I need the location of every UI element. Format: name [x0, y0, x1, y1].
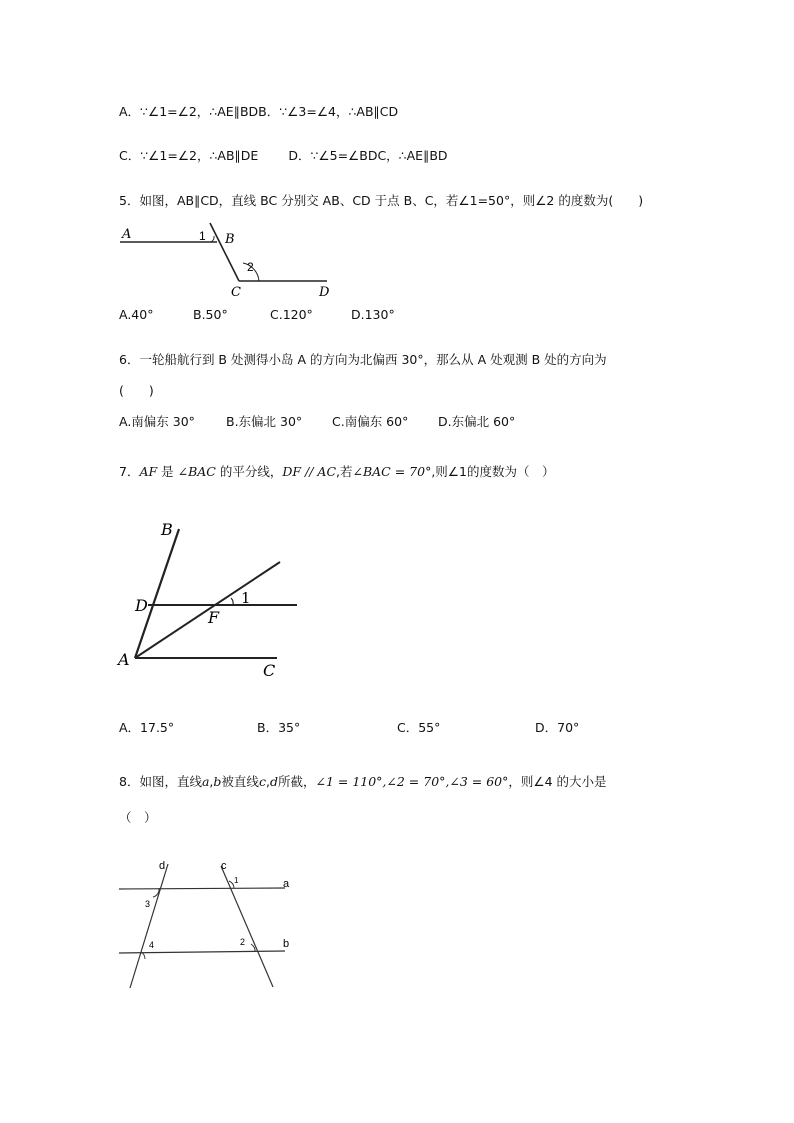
q8-angles: ∠1 = 110°,∠2 = 70°,∠3 = 60°: [315, 774, 509, 789]
q7-math-af: AF: [139, 464, 158, 479]
q8-text-3: 所截，: [277, 774, 316, 789]
q8-text-1: 8．如图，直线: [119, 774, 202, 789]
q5-option-d: D.130°: [351, 307, 395, 322]
q6-option-a: A.南偏东 30°: [119, 414, 195, 429]
q8-var-a: a: [201, 774, 210, 789]
q7-label-f: F: [208, 608, 220, 627]
q7-label-d: D: [135, 596, 148, 615]
q8-label-b: b: [283, 938, 290, 950]
q4-option-d: D．∵∠5=∠BDC，∴AE∥BD: [288, 148, 448, 163]
q7-math-parallel: DF // AC: [282, 464, 337, 479]
q4-row1: [119, 104, 398, 120]
q7-math-angle: ∠BAC: [177, 464, 216, 479]
q8-blank: （ ）: [119, 810, 157, 825]
q7-option-c: C．55°: [397, 720, 441, 735]
q8-label-a: a: [283, 878, 290, 890]
q8-text-2: 被直线: [221, 774, 259, 789]
q7-text-3: ,若: [336, 464, 353, 479]
q6-option-b: B.东偏北 30°: [226, 414, 303, 429]
q7-stem: [119, 464, 554, 480]
q8-var-c: c: [258, 774, 266, 789]
q5-angle-2: 2: [247, 260, 254, 274]
q7-angle-1: 1: [241, 589, 251, 607]
q6-option-d: D.东偏北 60°: [438, 414, 516, 429]
q5-option-a: A.40°: [119, 307, 154, 322]
q8-stem: [119, 774, 607, 790]
q7-text-4: ,则∠1的度数为（ ）: [431, 464, 555, 479]
q7-text-2: 的平分线，: [215, 464, 283, 479]
q5-option-b: B.50°: [193, 307, 228, 322]
q7-option-b: B．35°: [257, 720, 301, 735]
q8-comma-2: ,: [265, 774, 270, 789]
q7-label-b: B: [161, 520, 173, 539]
q8-var-d: d: [269, 774, 278, 789]
q8-label-d: d: [159, 860, 166, 872]
q5-label-c: C: [231, 285, 241, 300]
q7-number: 7．: [119, 464, 140, 479]
q6-blank: ( ): [119, 383, 154, 398]
q8-angle-1: 1: [234, 876, 239, 885]
q8-figure: [115, 852, 310, 992]
q7-figure: [115, 515, 305, 685]
q7-math-value: ∠BAC = 70°: [352, 464, 432, 479]
q5-label-d: D: [319, 285, 330, 300]
q7-label-a: A: [118, 650, 130, 669]
q8-label-c: c: [221, 860, 227, 872]
q4-option-a: A．∵∠1=∠2，∴AE∥BD: [119, 104, 259, 119]
q4-row2: [119, 148, 448, 164]
q6-stem: 6．一轮船航行到 B 处测得小岛 A 的方向为北偏西 30°，那么从 A 处观测 B 处的方向为: [119, 352, 607, 367]
q7-label-c: C: [263, 661, 276, 680]
q8-comma-1: ,: [209, 774, 214, 789]
q5-angle-1: 1: [199, 229, 206, 243]
q5-figure: [115, 218, 340, 300]
q5-label-a: A: [122, 227, 132, 242]
q7-option-a: A．17.5°: [119, 720, 175, 735]
q6-option-c: C.南偏东 60°: [332, 414, 409, 429]
q4-option-b: B．∵∠3=∠4，∴AB∥CD: [258, 104, 399, 119]
q8-angle-4: 4: [149, 940, 155, 950]
q4-option-c: C．∵∠1=∠2，∴AB∥DE: [119, 148, 259, 163]
q7-option-d: D．70°: [535, 720, 580, 735]
q5-stem: 5．如图，AB∥CD，直线 BC 分别交 AB、CD 于点 B、C，若∠1=50°，则∠2 的度数为( ): [119, 193, 644, 208]
q8-angle-3: 3: [145, 899, 151, 909]
q8-angle-2: 2: [240, 937, 246, 947]
q7-text-1: 是: [157, 464, 178, 479]
q8-var-b: b: [213, 774, 222, 789]
q8-text-4: ，则∠4 的大小是: [508, 774, 607, 789]
q5-option-c: C.120°: [270, 307, 313, 322]
q5-label-b: B: [225, 232, 235, 247]
